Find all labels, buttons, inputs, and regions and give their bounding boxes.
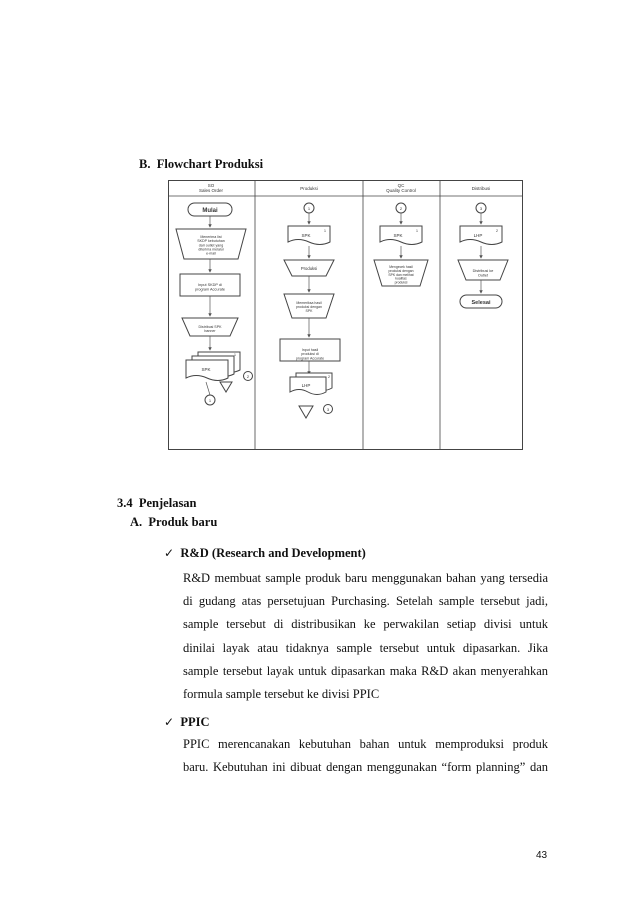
item-rnd-title: R&D (Research and Development)	[180, 546, 366, 560]
svg-text:3: 3	[479, 206, 483, 211]
svg-text:Selesai: Selesai	[471, 300, 491, 306]
archive-triangle-so	[220, 382, 232, 392]
manual-op-distribusi-label: Distribusi SPK banner	[198, 325, 222, 334]
paragraph-line: di gudang atas persetujuan Purchasing. Setelah sample tersebut jadi,	[183, 594, 548, 609]
spk-doc-so-num: 1	[234, 353, 236, 357]
lane-header-produksi: Produksi	[300, 186, 318, 191]
manual-input-label: Menerima list SKDP kebutuhan dari outlet yang diterima melalui e-mail	[197, 235, 225, 256]
svg-text:LHP: LHP	[301, 383, 311, 388]
item-ppic-heading	[164, 714, 209, 730]
svg-text:2: 2	[328, 375, 330, 379]
svg-text:3: 3	[326, 407, 330, 412]
paragraph-line: baru. Kebutuhan ini dibuat dengan menggunakan “form planning” dan	[183, 760, 548, 775]
paragraph-line: sample tersebut di distribusikan ke perwakilan setiap divisi untuk	[183, 617, 548, 632]
svg-text:2: 2	[246, 374, 250, 379]
svg-text:1: 1	[307, 206, 311, 211]
section-b-title: Flowchart Produksi	[156, 157, 264, 171]
svg-text:2: 2	[399, 206, 403, 211]
lane-header-so: SO Sales Order	[198, 183, 224, 194]
item-ppic-paragraph	[183, 733, 548, 779]
checkmark-icon: ✓	[164, 546, 175, 560]
paragraph-line: sample tersebut layak untuk dipasarkan maka R&D akan menyerahkan	[183, 663, 548, 678]
svg-text:1: 1	[416, 229, 418, 233]
flowchart-diagram	[168, 180, 523, 450]
section-34-heading	[117, 495, 197, 511]
svg-text:Memeriksa hasilproduksi dengan: Memeriksa hasil produksi dengan SPK	[296, 301, 322, 314]
page-number: 43	[536, 850, 548, 861]
svg-text:LHP: LHP	[473, 233, 483, 238]
svg-text:Distribusi keOutlet: Distribusi ke Outlet	[472, 269, 494, 278]
section-34-title: Penjelasan	[138, 496, 197, 510]
svg-text:Produksi: Produksi	[300, 266, 318, 271]
paragraph-line: formula sample tersebut ke divisi PPIC	[183, 687, 380, 702]
paragraph-line: PPIC merencanakan kebutuhan bahan untuk memproduksi produk	[183, 737, 548, 751]
flowchart-frame	[169, 181, 523, 450]
item-rnd-heading	[164, 545, 366, 561]
checkmark-icon: ✓	[164, 715, 175, 729]
svg-text:Mengecek hasilproduksi denganS: Mengecek hasil produksi dengan SPK dan melihat kualitas produksi	[388, 265, 414, 285]
item-ppic-title: PPIC	[180, 715, 210, 729]
paragraph-line: R&D membuat sample produk baru menggunakan bahan yang tersedia	[183, 571, 548, 585]
spk-doc-so-label: SPK	[201, 367, 211, 372]
svg-text:SPK: SPK	[393, 233, 403, 238]
section-b-heading	[139, 156, 263, 172]
svg-text:1: 1	[208, 398, 212, 403]
item-rnd-paragraph	[183, 567, 548, 706]
svg-text:Input hasilproduksi diprogram: Input hasil produksi di program Accurate	[295, 348, 325, 361]
svg-text:SPK: SPK	[301, 233, 311, 238]
section-a-heading	[130, 514, 217, 530]
section-b-label: B.	[139, 157, 151, 171]
lane-header-distribusi: Distribusi	[471, 186, 491, 191]
svg-text:2: 2	[496, 229, 498, 233]
lane-header-qc: QC Quality Control	[386, 183, 416, 194]
svg-text:1: 1	[324, 229, 326, 233]
start-label: Mulai	[202, 208, 218, 214]
section-a-title: Produk baru	[148, 515, 218, 529]
paragraph-line: dinilai layak atau tidaknya sample tersebut untuk dipasarkan. Jika	[183, 640, 548, 655]
archive-triangle-produksi	[299, 406, 313, 418]
section-34-label: 3.4	[117, 496, 133, 510]
section-a-label: A.	[130, 515, 143, 529]
process-input-skdp-label: Input SKDP di program Accurate	[195, 283, 225, 292]
